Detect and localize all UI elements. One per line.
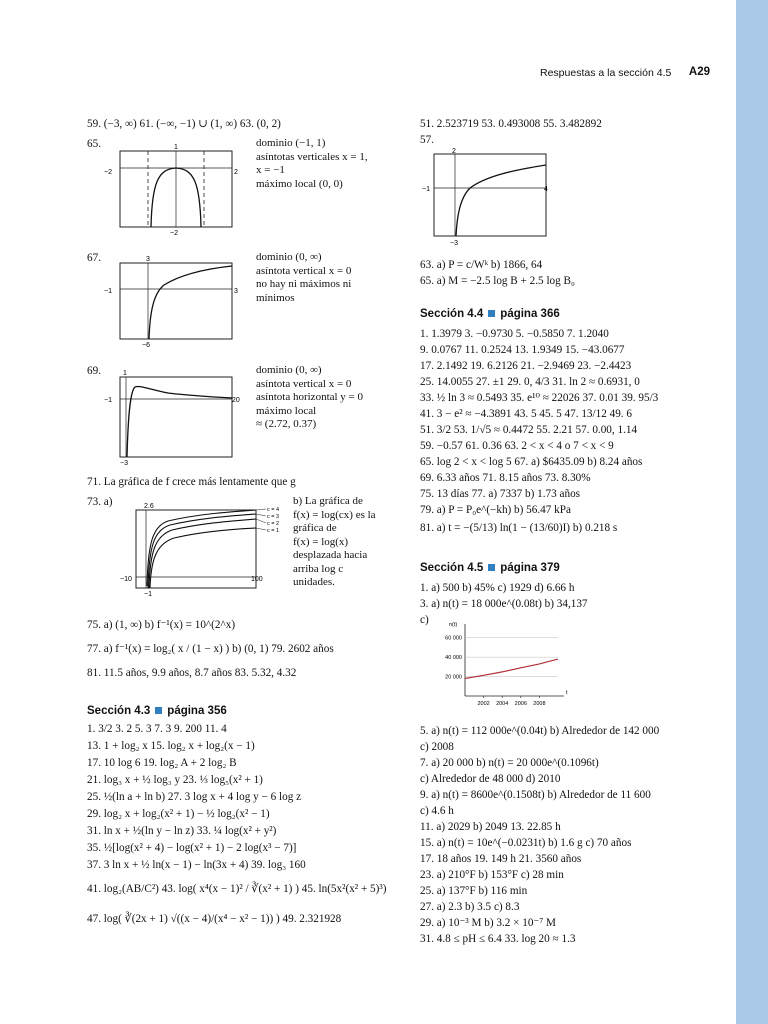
answer-line: 25. ½(ln a + ln b) 27. 3 log x + 4 log y − 6 log z xyxy=(87,791,302,803)
answer-line: 17. 18 años 19. 149 h 21. 3560 años xyxy=(420,853,582,865)
problem-number-69: 69. xyxy=(87,365,101,377)
x-tick-label: 2004 xyxy=(496,701,509,707)
answer-line: 7. a) 20 000 b) n(t) = 20 000e^(0.1096t) xyxy=(420,757,599,769)
growth-chart xyxy=(420,618,570,712)
answer-81-83: 81. 11.5 años, 9.9 años, 8.7 años 83. 5.32, 4.32 xyxy=(87,667,297,679)
text-65-line: asíntotas verticales x = 1, xyxy=(256,150,368,163)
answer-line: c) xyxy=(420,614,429,626)
graph-65 xyxy=(104,143,238,237)
tick-right: 20 xyxy=(232,397,240,404)
problem-number-57: 57. xyxy=(420,134,434,146)
answer-line: 79. a) P = P₀e^(−kh) b) 56.47 kPa xyxy=(420,504,571,516)
text-67-line: dominio (0, ∞) xyxy=(256,251,322,263)
text-69-line: ≈ (2.72, 0.37) xyxy=(256,418,317,430)
answer-line: 21. log₃ x + ½ log₃ y 23. ⅓ log₅(x² + 1) xyxy=(87,774,263,786)
answer-line: 3. a) n(t) = 18 000e^(0.08t) b) 34,137 xyxy=(420,598,588,610)
answer-line: 59. −0.57 61. 0.36 63. 2 < x < 4 o 7 < x < 9 xyxy=(420,440,614,452)
section-page: página 379 xyxy=(500,562,560,574)
answer-line: 31. 4.8 ≤ pH ≤ 6.4 33. log 20 ≈ 1.3 xyxy=(420,933,576,945)
tick-bottom: −3 xyxy=(450,240,458,247)
answer-line: 33. ½ ln 3 ≈ 0.5493 35. e¹⁰ ≈ 22026 37. 0.01 39. 95/3 xyxy=(420,392,659,404)
answer-line: 29. log₂ x + log₂(x² + 1) − ½ log₂(x² − 1) xyxy=(87,808,270,820)
text-73-line: f(x) = log(x) xyxy=(293,535,349,548)
graph-69 xyxy=(104,369,240,467)
answer-line: 29. a) 10⁻³ M b) 3.2 × 10⁻⁷ M xyxy=(420,917,556,929)
tick-right: 4 xyxy=(544,186,548,193)
text-73-line: f(x) = log(cx) es la xyxy=(293,508,376,521)
tick-bottom: −6 xyxy=(142,342,150,349)
problem-number-65: 65. xyxy=(87,138,101,150)
tick-bottom: −1 xyxy=(144,591,152,598)
section-marker-icon xyxy=(155,707,162,714)
text-65-line: dominio (−1, 1) xyxy=(256,137,326,149)
section-4-4-heading xyxy=(420,307,560,321)
section-4-5-heading xyxy=(420,561,560,575)
text-69-line: máximo local xyxy=(256,404,317,417)
y-axis-label: n(t) xyxy=(449,622,458,628)
tick-right: 100 xyxy=(251,576,263,583)
tick-right: 3 xyxy=(234,288,238,295)
text-65-line: x = −1 xyxy=(256,164,285,176)
answer-line: 13. 1 + log₂ x 15. log₂ x + log₂(x − 1) xyxy=(87,740,255,752)
text-67-line: asíntota vertical x = 0 xyxy=(256,264,352,277)
answer-line: 31. ln x + ½(ln y − ln z) 33. ¼ log(x² + y²) xyxy=(87,825,277,837)
answer-line: 41. log₂(AB/C²) 43. log( x⁴(x − 1)² / ∛(x² + 1) ) 45. ln(5x²(x² + 5)³) xyxy=(87,883,387,895)
answer-line: 51. 3/2 53. 1/√5 ≈ 0.4472 55. 2.21 57. 0.00, 1.14 xyxy=(420,424,638,436)
answer-line: c) 4.6 h xyxy=(420,805,454,817)
answer-line: 75. 13 días 77. a) 7337 b) 1.73 años xyxy=(420,488,581,500)
section-title: Sección 4.5 xyxy=(420,562,484,574)
section-page: página 366 xyxy=(500,308,560,320)
text-67-line: no hay ni máximos ni xyxy=(256,278,352,290)
text-65 xyxy=(256,137,368,191)
answer-line: 9. 0.0767 11. 0.2524 13. 1.9349 15. −43.0677 xyxy=(420,344,625,356)
text-73-line: arriba log c xyxy=(293,562,344,575)
answer-line: 69. 6.33 años 71. 8.15 años 73. 8.30% xyxy=(420,472,591,484)
answer-71: 71. La gráfica de f crece más lentamente que g xyxy=(87,476,296,488)
graph-frame xyxy=(120,377,232,457)
graph-57 xyxy=(418,146,558,246)
answer-line: 23. a) 210°F b) 153°F c) 28 min xyxy=(420,869,564,881)
text-69-line: asíntota vertical x = 0 xyxy=(256,377,352,390)
curve-67 xyxy=(149,266,232,339)
x-tick-label: 2002 xyxy=(477,701,490,707)
answer-75: 75. a) (1, ∞) b) f⁻¹(x) = 10^(2^x) xyxy=(87,619,236,631)
text-73 xyxy=(293,495,376,590)
answer-line: 1. a) 500 b) 45% c) 1929 d) 6.66 h xyxy=(420,582,575,594)
answer-77-79: 77. a) f⁻¹(x) = log₂( x / (1 − x) ) b) (0, 1) 79. 2602 años xyxy=(87,643,334,655)
graph-73 xyxy=(118,502,290,598)
answer-line: 25. 14.0055 27. ±1 29. 0, 4/3 31. ln 2 ≈ 0.6931, 0 xyxy=(420,376,640,388)
answer-line: 9. a) n(t) = 8600e^(0.1508t) b) Alrededor de 11 600 xyxy=(420,789,651,801)
curve-57 xyxy=(456,165,546,236)
tick-right: 2 xyxy=(234,169,238,176)
tick-left: −1 xyxy=(104,288,112,295)
answer-line: 47. log( ∛(2x + 1) √((x − 4)/(x⁴ − x² − 1)) ) 49. 2.321928 xyxy=(87,913,342,925)
page-edge-tab xyxy=(736,0,768,1024)
answer-line: 17. 2.1492 19. 6.2126 21. −2.9469 23. −2.4423 xyxy=(420,360,632,372)
tick-top: 1 xyxy=(174,144,178,151)
answer-51-55: 51. 2.523719 53. 0.493008 55. 3.482892 xyxy=(420,118,602,130)
answer-line: 25. a) 137°F b) 116 min xyxy=(420,885,528,897)
tick-top: 2 xyxy=(452,148,456,155)
tick-left: −10 xyxy=(120,576,132,583)
graph-67 xyxy=(104,255,238,349)
section-title: Sección 4.4 xyxy=(420,308,484,320)
tick-left: −2 xyxy=(104,169,112,176)
answer-59-63: 59. (−3, ∞) 61. (−∞, −1) ∪ (1, ∞) 63. (0, 2) xyxy=(87,118,281,130)
x-axis-label: t xyxy=(566,690,568,696)
answer-line: 41. 3 − e² ≈ −4.3891 43. 5 45. 5 47. 13/12 49. 6 xyxy=(420,408,632,420)
section-page: página 356 xyxy=(167,705,227,717)
problem-number-67: 67. xyxy=(87,252,101,264)
answer-line: 37. 3 ln x + ½ ln(x − 1) − ln(3x + 4) 39. log₃ 160 xyxy=(87,859,306,871)
curve-c1 xyxy=(150,528,256,588)
answer-line: 11. a) 2029 b) 2049 13. 22.85 h xyxy=(420,821,561,833)
legend-c2: c = 2 xyxy=(267,521,280,527)
answer-line: 1. 1.3979 3. −0.9730 5. −0.5850 7. 1.2040 xyxy=(420,328,609,340)
tick-bottom: −2 xyxy=(170,230,178,237)
section-4-3-heading xyxy=(87,704,227,718)
tick-left: −1 xyxy=(104,397,112,404)
section-marker-icon xyxy=(488,310,495,317)
answer-line: 65. log 2 < x < log 5 67. a) $6435.09 b) 8.24 años xyxy=(420,456,643,468)
text-73-line: unidades. xyxy=(293,576,335,588)
answer-63: 63. a) P = c/Wᵏ b) 1866, 64 xyxy=(420,259,543,271)
tick-left: −1 xyxy=(422,186,430,193)
page-number: A29 xyxy=(688,66,710,78)
curve-c4 xyxy=(147,510,256,586)
answer-line: 15. a) n(t) = 10e^(−0.0231t) b) 1.6 g c) 70 años xyxy=(420,837,632,849)
x-tick-label: 2008 xyxy=(533,701,546,707)
tick-top: 3 xyxy=(146,256,150,263)
text-69-line: dominio (0, ∞) xyxy=(256,364,322,376)
running-head xyxy=(540,66,730,82)
curve-69 xyxy=(127,386,232,457)
y-tick-label: 40 000 xyxy=(445,655,462,662)
graph-frame xyxy=(434,154,546,236)
x-tick-label: 2006 xyxy=(514,701,527,707)
legend-c4: c = 4 xyxy=(267,507,280,513)
answer-line: 35. ½[log(x² + 4) − log(x² + 1) − 2 log(x³ − 7)] xyxy=(87,842,297,854)
legend-c3: c = 3 xyxy=(267,514,280,520)
text-67-line: mínimos xyxy=(256,291,295,304)
answer-line: 5. a) n(t) = 112 000e^(0.04t) b) Alrededor de 142 000 xyxy=(420,725,660,737)
legend-c1: c = 1 xyxy=(267,528,280,534)
graph-frame xyxy=(120,263,232,339)
text-69 xyxy=(256,364,363,432)
problem-number-73: 73. a) xyxy=(87,496,113,508)
text-73-line: gráfica de xyxy=(293,522,337,534)
text-65-line: máximo local (0, 0) xyxy=(256,177,343,190)
text-73-line: desplazada hacia xyxy=(293,549,368,561)
text-67 xyxy=(256,251,351,305)
answer-line: 81. a) t = −(5/13) ln(1 − (13/60)I) b) 0.218 s xyxy=(420,522,618,534)
answer-line: c) 2008 xyxy=(420,741,454,753)
tick-bottom: −3 xyxy=(120,460,128,467)
y-tick-label: 60 000 xyxy=(445,635,462,642)
tick-top: 2.6 xyxy=(144,503,154,510)
text-73-line: b) La gráfica de xyxy=(293,495,363,507)
answer-line: c) Alrededor de 48 000 d) 2010 xyxy=(420,773,561,785)
tick-top: 1 xyxy=(123,370,127,377)
section-title: Sección 4.3 xyxy=(87,705,151,717)
section-marker-icon xyxy=(488,564,495,571)
answer-line: 17. 10 log 6 19. log₂ A + 2 log₂ B xyxy=(87,757,237,769)
answer-65: 65. a) M = −2.5 log B + 2.5 log B₀ xyxy=(420,275,575,287)
running-title: Respuestas a la sección 4.5 xyxy=(540,67,672,79)
answer-line: 1. 3/2 3. 2 5. 3 7. 3 9. 200 11. 4 xyxy=(87,723,227,735)
answer-line: 27. a) 2.3 b) 3.5 c) 8.3 xyxy=(420,901,520,913)
text-69-line: asíntota horizontal y = 0 xyxy=(256,391,364,403)
y-tick-label: 20 000 xyxy=(445,674,462,681)
series-line xyxy=(465,659,558,678)
